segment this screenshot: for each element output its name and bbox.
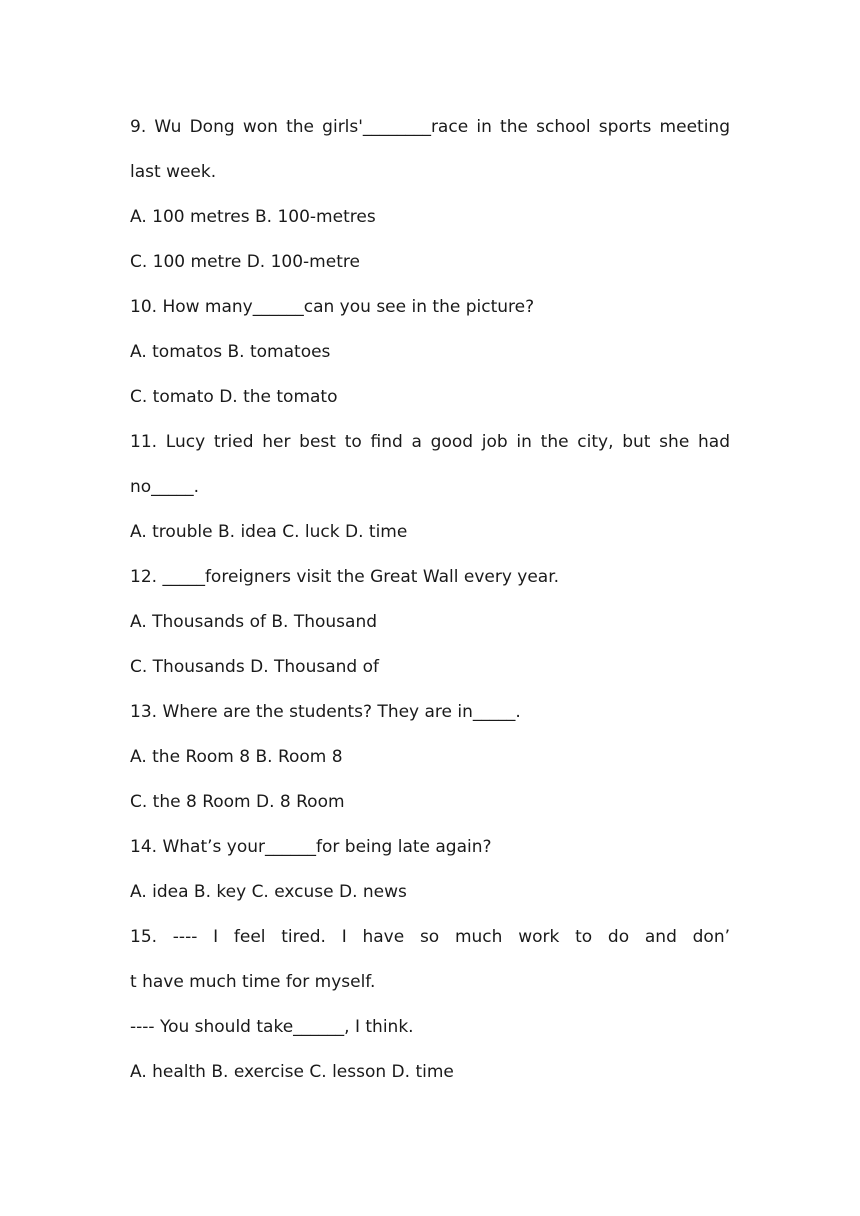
question-10 bbox=[130, 285, 730, 420]
question-text: 13. Where are the students? They are in_____. bbox=[130, 702, 521, 722]
answer-options: A. tomatos B. tomatoes bbox=[130, 342, 331, 362]
answer-options: C. tomato D. the tomato bbox=[130, 387, 338, 407]
answer-options: C. 100 metre D. 100-metre bbox=[130, 252, 360, 272]
answer-options: A. trouble B. idea C. luck D. time bbox=[130, 522, 408, 542]
question-text: 15. ---- I feel tired. I have so much work to do and don’ bbox=[130, 927, 730, 947]
answer-options: A. the Room 8 B. Room 8 bbox=[130, 747, 343, 767]
answer-options: A. idea B. key C. excuse D. news bbox=[130, 882, 407, 902]
answer-options: A. 100 metres B. 100-metres bbox=[130, 207, 376, 227]
answer-options: A. Thousands of B. Thousand bbox=[130, 612, 378, 632]
question-text: last week. bbox=[130, 162, 217, 182]
answer-options: A. health B. exercise C. lesson D. time bbox=[130, 1062, 454, 1082]
answer-options: C. Thousands D. Thousand of bbox=[130, 657, 379, 677]
question-text: ---- You should take______, I think. bbox=[130, 1017, 414, 1037]
question-14 bbox=[130, 825, 730, 915]
question-9 bbox=[130, 105, 730, 285]
question-text: t have much time for myself. bbox=[130, 972, 376, 992]
answer-options: C. the 8 Room D. 8 Room bbox=[130, 792, 345, 812]
question-13 bbox=[130, 690, 730, 825]
question-11 bbox=[130, 420, 730, 555]
document-page bbox=[130, 105, 730, 1095]
question-12 bbox=[130, 555, 730, 690]
question-text: 14. What’s your______for being late again? bbox=[130, 837, 492, 857]
question-text: no_____. bbox=[130, 477, 200, 497]
question-text: 9. Wu Dong won the girls'________race in the school sports meeting bbox=[130, 117, 730, 137]
question-text: 10. How many______can you see in the picture? bbox=[130, 297, 535, 317]
question-text: 11. Lucy tried her best to find a good job in the city, but she had bbox=[130, 432, 730, 452]
question-15 bbox=[130, 915, 730, 1095]
question-text: 12. _____foreigners visit the Great Wall every year. bbox=[130, 567, 560, 587]
